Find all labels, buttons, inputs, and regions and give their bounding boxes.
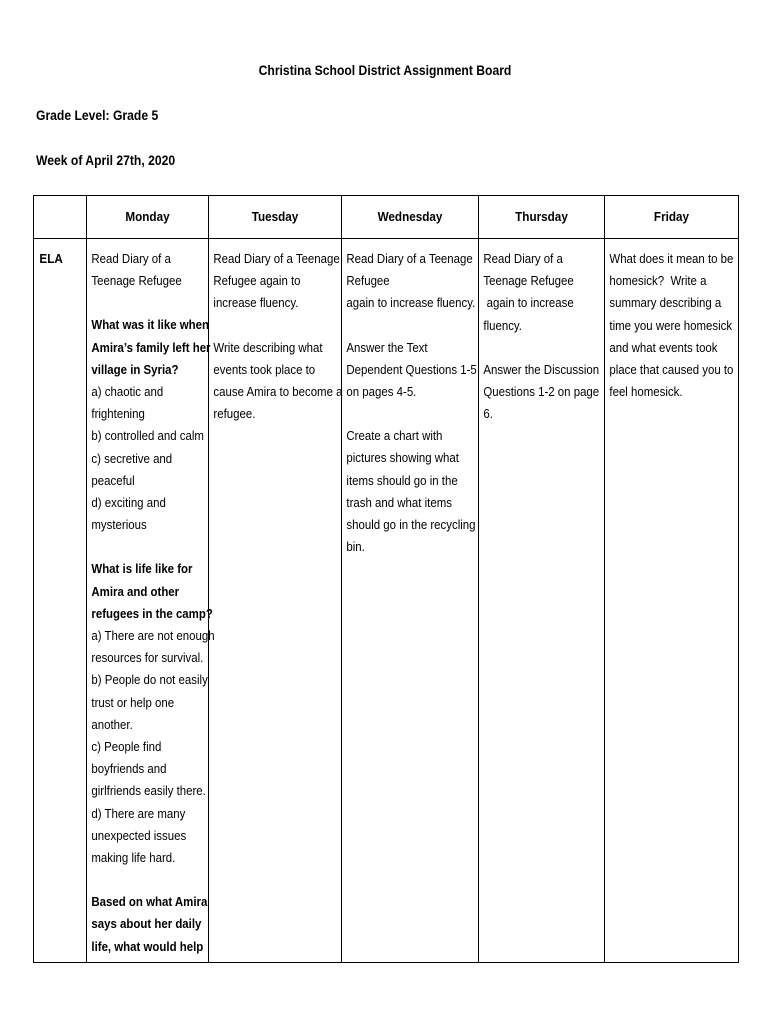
- option-line: making life hard.: [91, 850, 176, 866]
- cell-line: on pages 4-5.: [346, 384, 417, 400]
- cell-line: 6.: [483, 406, 493, 422]
- cell-line: again to increase fluency.: [346, 295, 476, 311]
- table-header-row: [34, 196, 739, 239]
- option-line: boyfriends and: [91, 761, 167, 777]
- thursday-cell: [479, 239, 605, 963]
- cell-line: cause Amira to become a: [213, 384, 343, 400]
- header-wednesday: Wednesday: [342, 196, 479, 239]
- cell-line: Teenage Refugee: [483, 273, 574, 289]
- option-line: unexpected issues: [91, 827, 187, 843]
- grade-level: Grade Level: Grade 5: [36, 108, 159, 123]
- cell-line: place that caused you to: [609, 362, 734, 378]
- option-line: peaceful: [91, 472, 135, 488]
- option-line: girlfriends easily there.: [91, 783, 206, 799]
- cell-line: Write describing what: [213, 339, 323, 355]
- header-friday: Friday: [605, 196, 739, 239]
- cell-line: feel homesick.: [609, 384, 683, 400]
- cell-line: increase fluency.: [213, 295, 299, 311]
- cell-line: trash and what items: [346, 494, 452, 510]
- cell-line: Dependent Questions 1-5: [346, 361, 477, 377]
- cell-line: Read Diary of a Teenage: [213, 251, 340, 266]
- cell-line: time you were homesick: [609, 317, 733, 333]
- question-line: life, what would help: [91, 938, 204, 954]
- question-line: says about her daily: [91, 916, 202, 932]
- cell-line: What does it mean to be: [609, 251, 734, 266]
- cell-line: pictures showing what: [346, 450, 459, 466]
- question-line: Based on what Amira: [91, 894, 208, 910]
- cell-line: Answer the Text: [346, 339, 428, 355]
- option-line: a) chaotic and: [91, 384, 164, 400]
- cell-line: Create a chart with: [346, 428, 443, 444]
- wednesday-cell: [342, 239, 479, 963]
- option-line: another.: [91, 716, 133, 732]
- cell-line: Read Diary of a: [483, 251, 563, 266]
- document-title: Christina School District Assignment Board: [258, 63, 512, 78]
- cell-line: bin.: [346, 539, 365, 555]
- question-line: What was it like when: [91, 317, 210, 333]
- option-line: b) People do not easily: [91, 672, 208, 688]
- cell-line: summary describing a: [609, 295, 722, 311]
- option-line: d) exciting and: [91, 495, 166, 511]
- table-row: [34, 239, 739, 963]
- option-line: c) People find: [91, 739, 162, 755]
- tuesday-cell: [209, 239, 342, 963]
- cell-line: fluency.: [483, 317, 522, 333]
- cell-line: Questions 1-2 on page: [483, 384, 600, 400]
- cell-line: Answer the Discussion: [483, 361, 600, 377]
- option-line: d) There are many: [91, 805, 186, 821]
- question-line: What is life like for: [91, 561, 193, 577]
- option-line: mysterious: [91, 517, 147, 533]
- option-line: trust or help one: [91, 694, 175, 710]
- header-monday: Monday: [87, 196, 209, 239]
- assignment-table: [33, 195, 739, 963]
- cell-line: Teenage Refugee: [91, 273, 182, 289]
- question-line: refugees in the camp?: [91, 605, 213, 621]
- week-label: Week of April 27th, 2020: [36, 153, 176, 168]
- question-line: Amira’s family left her: [91, 339, 211, 355]
- header-corner: [34, 196, 87, 239]
- cell-line: should go in the recycling: [346, 517, 476, 533]
- header-tuesday: Tuesday: [209, 196, 342, 239]
- cell-line: homesick? Write a: [609, 273, 707, 289]
- cell-line: Read Diary of a: [91, 251, 171, 266]
- cell-line: events took place to: [213, 361, 316, 377]
- option-line: b) controlled and calm: [91, 428, 204, 444]
- subject-cell: [34, 239, 87, 963]
- subject-label: ELA: [39, 251, 63, 266]
- cell-line: again to increase: [483, 295, 574, 311]
- question-line: village in Syria?: [91, 361, 179, 377]
- option-line: resources for survival.: [91, 650, 204, 666]
- cell-line: items should go in the: [346, 472, 458, 488]
- header-thursday: Thursday: [479, 196, 605, 239]
- option-line: a) There are not enough: [91, 628, 215, 644]
- cell-line: Refugee again to: [213, 273, 301, 289]
- question-line: Amira and other: [91, 583, 180, 599]
- cell-line: refugee.: [213, 406, 256, 422]
- cell-line: Read Diary of a Teenage: [346, 251, 473, 266]
- cell-line: Refugee: [346, 273, 390, 289]
- option-line: c) secretive and: [91, 450, 173, 466]
- friday-cell: [605, 239, 739, 963]
- cell-line: and what events took: [609, 339, 718, 355]
- monday-cell: [87, 239, 215, 963]
- option-line: frightening: [91, 406, 145, 422]
